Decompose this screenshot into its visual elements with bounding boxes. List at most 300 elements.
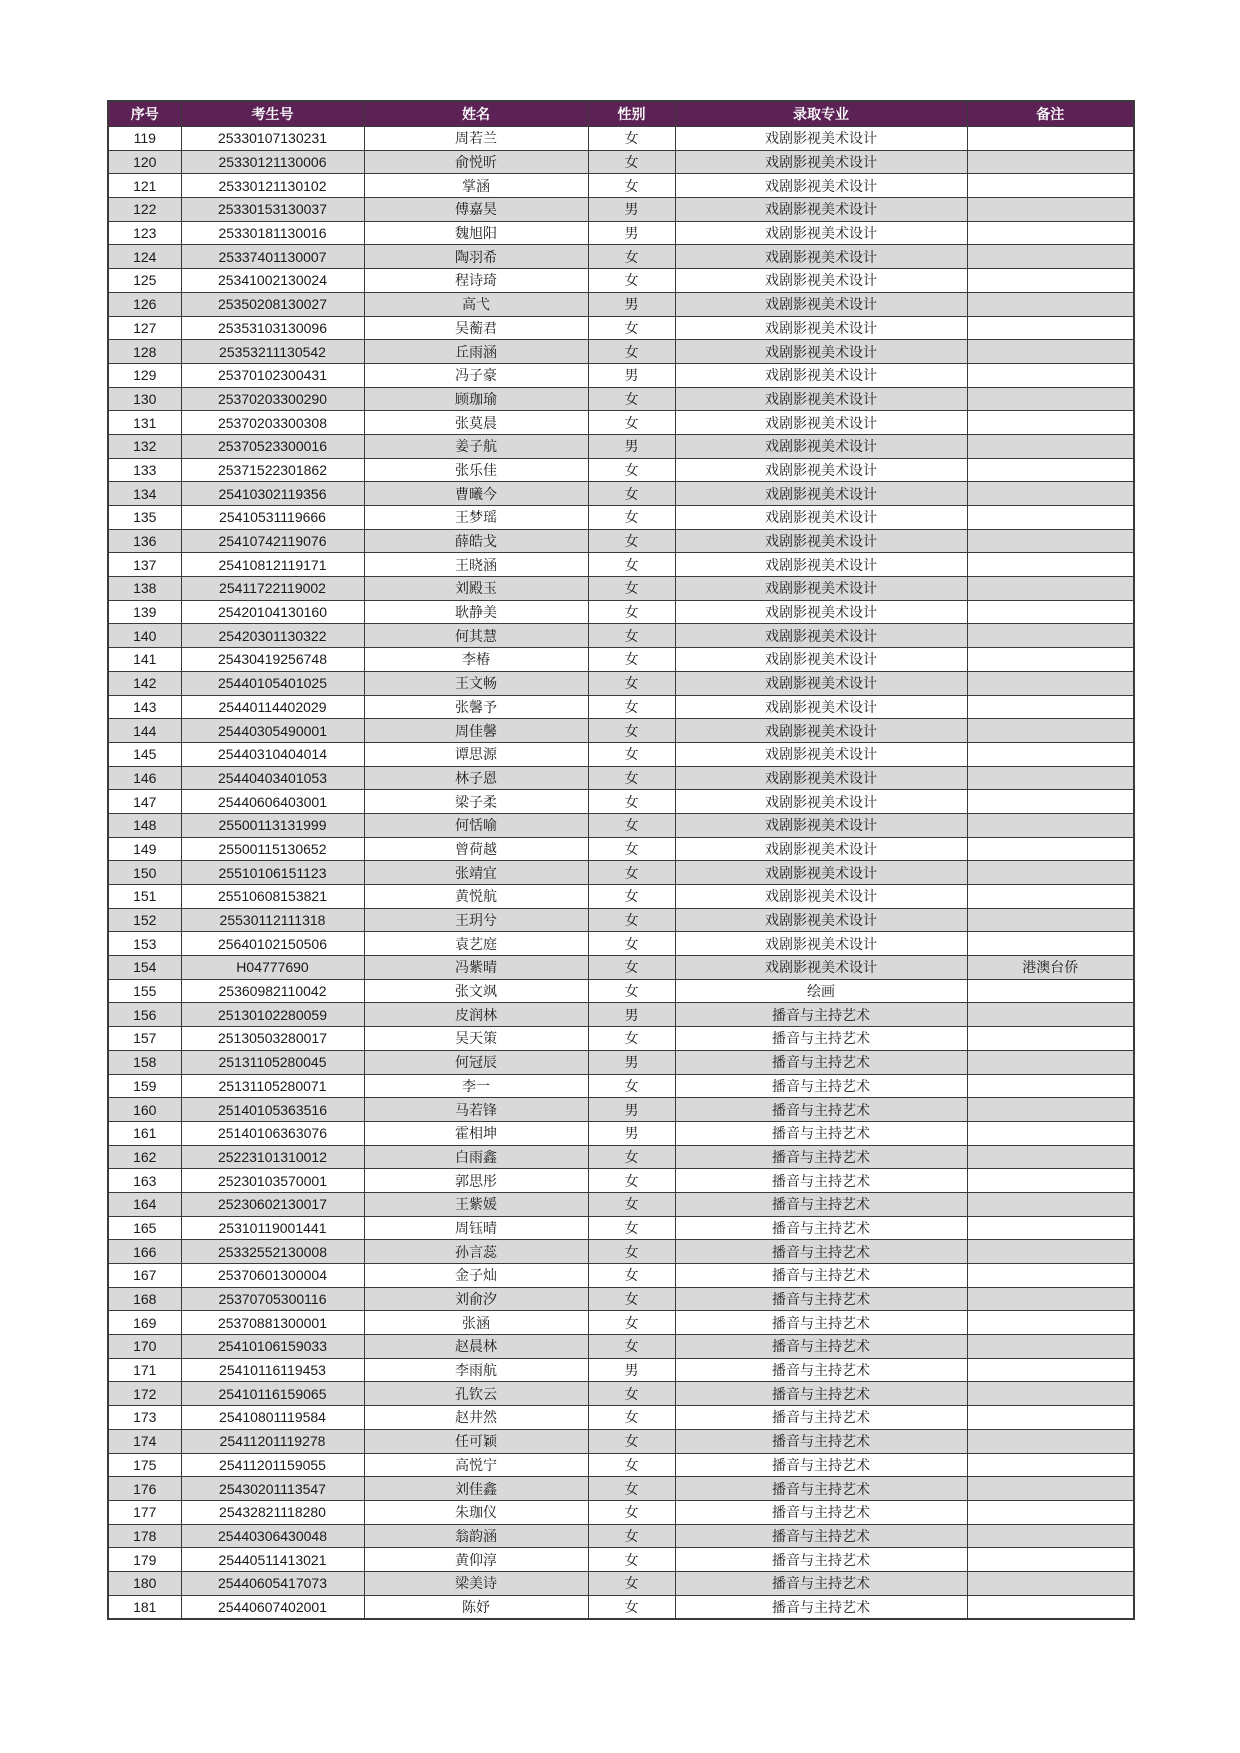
table-row	[108, 1264, 1134, 1288]
cell-gender: 男	[588, 1121, 675, 1145]
cell-candidate-id: 25230602130017	[181, 1192, 364, 1216]
cell-no: 124	[108, 245, 181, 269]
cell-gender: 女	[588, 932, 675, 956]
table-row	[108, 1335, 1134, 1359]
cell-gender: 女	[588, 766, 675, 790]
table-row	[108, 790, 1134, 814]
cell-major: 播音与主持艺术	[675, 1169, 967, 1193]
table-row	[108, 1453, 1134, 1477]
cell-major: 戏剧影视美术设计	[675, 719, 967, 743]
cell-gender: 女	[588, 671, 675, 695]
table-row	[108, 956, 1134, 980]
cell-candidate-id: 25411722119002	[181, 577, 364, 601]
table-row	[108, 1524, 1134, 1548]
cell-no: 173	[108, 1406, 181, 1430]
cell-gender: 女	[588, 1571, 675, 1595]
cell-note	[967, 1500, 1134, 1524]
cell-gender: 女	[588, 1240, 675, 1264]
cell-no: 175	[108, 1453, 181, 1477]
cell-no: 137	[108, 553, 181, 577]
column-header-gender: 性别	[588, 101, 675, 127]
cell-major: 播音与主持艺术	[675, 1571, 967, 1595]
cell-note	[967, 1145, 1134, 1169]
cell-major: 播音与主持艺术	[675, 1074, 967, 1098]
cell-gender: 女	[588, 1500, 675, 1524]
column-header-no: 序号	[108, 101, 181, 127]
cell-note	[967, 861, 1134, 885]
cell-candidate-id: 25410116119453	[181, 1358, 364, 1382]
cell-gender: 女	[588, 1287, 675, 1311]
cell-candidate-id: 25500113131999	[181, 813, 364, 837]
cell-major: 戏剧影视美术设计	[675, 363, 967, 387]
cell-name: 林子恩	[364, 766, 588, 790]
table-row	[108, 1311, 1134, 1335]
cell-candidate-id: 25410106159033	[181, 1335, 364, 1359]
cell-major: 戏剧影视美术设计	[675, 387, 967, 411]
cell-major: 戏剧影视美术设计	[675, 766, 967, 790]
cell-note	[967, 932, 1134, 956]
cell-major: 戏剧影视美术设计	[675, 553, 967, 577]
cell-note	[967, 1027, 1134, 1051]
cell-note	[967, 221, 1134, 245]
cell-gender: 女	[588, 719, 675, 743]
cell-note	[967, 1098, 1134, 1122]
cell-gender: 女	[588, 1335, 675, 1359]
table-row	[108, 1477, 1134, 1501]
cell-note	[967, 695, 1134, 719]
column-header-candidate-id: 考生号	[181, 101, 364, 127]
cell-no: 138	[108, 577, 181, 601]
cell-name: 王玥兮	[364, 908, 588, 932]
cell-major: 戏剧影视美术设计	[675, 482, 967, 506]
cell-candidate-id: 25530112111318	[181, 908, 364, 932]
cell-candidate-id: 25440310404014	[181, 742, 364, 766]
cell-name: 袁艺庭	[364, 932, 588, 956]
cell-candidate-id: 25310119001441	[181, 1216, 364, 1240]
cell-candidate-id: 25500115130652	[181, 837, 364, 861]
table-row	[108, 221, 1134, 245]
cell-note	[967, 1406, 1134, 1430]
cell-major: 戏剧影视美术设计	[675, 885, 967, 909]
table-row	[108, 719, 1134, 743]
cell-gender: 女	[588, 790, 675, 814]
table-row	[108, 1003, 1134, 1027]
cell-major: 戏剧影视美术设计	[675, 790, 967, 814]
cell-note	[967, 1358, 1134, 1382]
cell-major: 戏剧影视美术设计	[675, 624, 967, 648]
cell-no: 134	[108, 482, 181, 506]
cell-gender: 女	[588, 340, 675, 364]
cell-candidate-id: 25432821118280	[181, 1500, 364, 1524]
cell-no: 146	[108, 766, 181, 790]
cell-major: 戏剧影视美术设计	[675, 340, 967, 364]
cell-no: 128	[108, 340, 181, 364]
cell-candidate-id: 25440607402001	[181, 1595, 364, 1619]
cell-major: 戏剧影视美术设计	[675, 529, 967, 553]
cell-candidate-id: 25440114402029	[181, 695, 364, 719]
cell-major: 戏剧影视美术设计	[675, 742, 967, 766]
cell-candidate-id: 25230103570001	[181, 1169, 364, 1193]
cell-note	[967, 577, 1134, 601]
cell-name: 周若兰	[364, 127, 588, 151]
cell-major: 戏剧影视美术设计	[675, 813, 967, 837]
cell-name: 马若锋	[364, 1098, 588, 1122]
cell-no: 161	[108, 1121, 181, 1145]
cell-no: 154	[108, 956, 181, 980]
cell-name: 掌涵	[364, 174, 588, 198]
cell-no: 180	[108, 1571, 181, 1595]
cell-major: 戏剧影视美术设计	[675, 671, 967, 695]
cell-no: 181	[108, 1595, 181, 1619]
cell-major: 播音与主持艺术	[675, 1524, 967, 1548]
cell-gender: 女	[588, 150, 675, 174]
cell-candidate-id: 25330107130231	[181, 127, 364, 151]
cell-name: 傅嘉昊	[364, 198, 588, 222]
table-row	[108, 553, 1134, 577]
table-row	[108, 742, 1134, 766]
cell-name: 曾荷越	[364, 837, 588, 861]
cell-name: 郭思彤	[364, 1169, 588, 1193]
cell-no: 139	[108, 600, 181, 624]
cell-candidate-id: 25370203300290	[181, 387, 364, 411]
cell-gender: 男	[588, 363, 675, 387]
cell-note	[967, 1524, 1134, 1548]
cell-note	[967, 150, 1134, 174]
cell-no: 178	[108, 1524, 181, 1548]
table-row	[108, 1027, 1134, 1051]
cell-gender: 女	[588, 1311, 675, 1335]
table-row	[108, 292, 1134, 316]
cell-name: 朱珈仪	[364, 1500, 588, 1524]
cell-no: 166	[108, 1240, 181, 1264]
table-row	[108, 1216, 1134, 1240]
cell-no: 135	[108, 506, 181, 530]
cell-no: 158	[108, 1050, 181, 1074]
cell-gender: 女	[588, 956, 675, 980]
table-row	[108, 150, 1134, 174]
table-row	[108, 1358, 1134, 1382]
table-row	[108, 1050, 1134, 1074]
table-row	[108, 1192, 1134, 1216]
cell-major: 戏剧影视美术设计	[675, 956, 967, 980]
cell-name: 曹曦今	[364, 482, 588, 506]
cell-candidate-id: 25440511413021	[181, 1548, 364, 1572]
table-row	[108, 387, 1134, 411]
cell-name: 薛皓戈	[364, 529, 588, 553]
cell-no: 155	[108, 979, 181, 1003]
cell-no: 149	[108, 837, 181, 861]
cell-name: 顾珈瑜	[364, 387, 588, 411]
cell-note	[967, 1192, 1134, 1216]
cell-note	[967, 766, 1134, 790]
table-row	[108, 837, 1134, 861]
cell-candidate-id: 25370523300016	[181, 434, 364, 458]
cell-note	[967, 1548, 1134, 1572]
cell-major: 戏剧影视美术设计	[675, 127, 967, 151]
cell-name: 冯紫晴	[364, 956, 588, 980]
cell-name: 何其慧	[364, 624, 588, 648]
cell-no: 131	[108, 411, 181, 435]
cell-candidate-id: 25440306430048	[181, 1524, 364, 1548]
cell-name: 何恬喻	[364, 813, 588, 837]
cell-no: 171	[108, 1358, 181, 1382]
cell-gender: 女	[588, 979, 675, 1003]
cell-major: 戏剧影视美术设计	[675, 150, 967, 174]
cell-gender: 女	[588, 411, 675, 435]
cell-note: 港澳台侨	[967, 956, 1134, 980]
cell-gender: 女	[588, 506, 675, 530]
cell-name: 翁韵涵	[364, 1524, 588, 1548]
cell-note	[967, 482, 1134, 506]
cell-gender: 女	[588, 1429, 675, 1453]
table-row	[108, 648, 1134, 672]
table-row	[108, 1169, 1134, 1193]
cell-no: 164	[108, 1192, 181, 1216]
cell-no: 170	[108, 1335, 181, 1359]
cell-candidate-id: 25131105280045	[181, 1050, 364, 1074]
table-row	[108, 908, 1134, 932]
table-row	[108, 1500, 1134, 1524]
cell-major: 戏剧影视美术设计	[675, 174, 967, 198]
cell-candidate-id: 25353211130542	[181, 340, 364, 364]
cell-major: 播音与主持艺术	[675, 1335, 967, 1359]
cell-no: 168	[108, 1287, 181, 1311]
cell-candidate-id: 25410742119076	[181, 529, 364, 553]
cell-note	[967, 1382, 1134, 1406]
cell-note	[967, 885, 1134, 909]
cell-name: 孙言蕊	[364, 1240, 588, 1264]
cell-gender: 女	[588, 1216, 675, 1240]
cell-no: 152	[108, 908, 181, 932]
cell-name: 王晓涵	[364, 553, 588, 577]
cell-note	[967, 529, 1134, 553]
cell-candidate-id: 25360982110042	[181, 979, 364, 1003]
cell-name: 高弋	[364, 292, 588, 316]
cell-note	[967, 671, 1134, 695]
cell-gender: 女	[588, 127, 675, 151]
table-row	[108, 269, 1134, 293]
cell-candidate-id: 25510106151123	[181, 861, 364, 885]
cell-major: 播音与主持艺术	[675, 1477, 967, 1501]
cell-candidate-id: 25410801119584	[181, 1406, 364, 1430]
cell-no: 165	[108, 1216, 181, 1240]
cell-major: 戏剧影视美术设计	[675, 648, 967, 672]
cell-major: 播音与主持艺术	[675, 1098, 967, 1122]
cell-candidate-id: 25337401130007	[181, 245, 364, 269]
cell-no: 143	[108, 695, 181, 719]
cell-name: 任可颖	[364, 1429, 588, 1453]
cell-name: 俞悦昕	[364, 150, 588, 174]
cell-name: 陶羽希	[364, 245, 588, 269]
cell-note	[967, 1571, 1134, 1595]
table-row	[108, 316, 1134, 340]
cell-major: 播音与主持艺术	[675, 1382, 967, 1406]
cell-name: 李一	[364, 1074, 588, 1098]
cell-candidate-id: 25510608153821	[181, 885, 364, 909]
cell-no: 148	[108, 813, 181, 837]
cell-name: 王梦瑶	[364, 506, 588, 530]
cell-note	[967, 1050, 1134, 1074]
table-row	[108, 695, 1134, 719]
cell-major: 播音与主持艺术	[675, 1453, 967, 1477]
cell-gender: 女	[588, 600, 675, 624]
table-row	[108, 885, 1134, 909]
table-row	[108, 434, 1134, 458]
cell-name: 魏旭阳	[364, 221, 588, 245]
cell-no: 177	[108, 1500, 181, 1524]
cell-gender: 女	[588, 387, 675, 411]
cell-major: 播音与主持艺术	[675, 1548, 967, 1572]
table-row	[108, 245, 1134, 269]
cell-gender: 女	[588, 1264, 675, 1288]
cell-candidate-id: 25140106363076	[181, 1121, 364, 1145]
table-row	[108, 600, 1134, 624]
cell-name: 张文飒	[364, 979, 588, 1003]
cell-no: 127	[108, 316, 181, 340]
cell-name: 冯子豪	[364, 363, 588, 387]
cell-note	[967, 1074, 1134, 1098]
cell-gender: 女	[588, 269, 675, 293]
cell-major: 播音与主持艺术	[675, 1311, 967, 1335]
cell-note	[967, 1169, 1134, 1193]
cell-gender: 女	[588, 1595, 675, 1619]
cell-note	[967, 506, 1134, 530]
cell-candidate-id: H04777690	[181, 956, 364, 980]
table-row	[108, 1595, 1134, 1619]
cell-major: 戏剧影视美术设计	[675, 245, 967, 269]
cell-no: 179	[108, 1548, 181, 1572]
table-row	[108, 1074, 1134, 1098]
cell-note	[967, 648, 1134, 672]
cell-no: 133	[108, 458, 181, 482]
cell-no: 147	[108, 790, 181, 814]
cell-note	[967, 245, 1134, 269]
cell-no: 132	[108, 434, 181, 458]
cell-gender: 女	[588, 245, 675, 269]
cell-note	[967, 1240, 1134, 1264]
table-row	[108, 813, 1134, 837]
cell-major: 戏剧影视美术设计	[675, 932, 967, 956]
cell-candidate-id: 25131105280071	[181, 1074, 364, 1098]
table-row	[108, 411, 1134, 435]
cell-note	[967, 127, 1134, 151]
cell-candidate-id: 25440606403001	[181, 790, 364, 814]
cell-gender: 男	[588, 1358, 675, 1382]
cell-no: 172	[108, 1382, 181, 1406]
cell-name: 黄悦航	[364, 885, 588, 909]
cell-gender: 女	[588, 908, 675, 932]
cell-candidate-id: 25130102280059	[181, 1003, 364, 1027]
table-row	[108, 624, 1134, 648]
cell-note	[967, 624, 1134, 648]
cell-major: 播音与主持艺术	[675, 1358, 967, 1382]
table-row	[108, 1098, 1134, 1122]
cell-major: 戏剧影视美术设计	[675, 458, 967, 482]
cell-name: 李椿	[364, 648, 588, 672]
cell-gender: 男	[588, 434, 675, 458]
cell-candidate-id: 25370601300004	[181, 1264, 364, 1288]
cell-no: 122	[108, 198, 181, 222]
cell-note	[967, 1595, 1134, 1619]
cell-candidate-id: 25430419256748	[181, 648, 364, 672]
cell-gender: 女	[588, 1406, 675, 1430]
cell-name: 刘殿玉	[364, 577, 588, 601]
cell-note	[967, 1453, 1134, 1477]
cell-no: 144	[108, 719, 181, 743]
cell-name: 刘佳鑫	[364, 1477, 588, 1501]
cell-name: 梁子柔	[364, 790, 588, 814]
cell-no: 125	[108, 269, 181, 293]
cell-no: 145	[108, 742, 181, 766]
cell-gender: 男	[588, 292, 675, 316]
cell-candidate-id: 25430201113547	[181, 1477, 364, 1501]
cell-no: 123	[108, 221, 181, 245]
cell-gender: 女	[588, 1169, 675, 1193]
cell-candidate-id: 25330121130006	[181, 150, 364, 174]
cell-name: 赵晨林	[364, 1335, 588, 1359]
cell-candidate-id: 25370203300308	[181, 411, 364, 435]
cell-note	[967, 1121, 1134, 1145]
cell-major: 播音与主持艺术	[675, 1595, 967, 1619]
cell-candidate-id: 25130503280017	[181, 1027, 364, 1051]
table-row	[108, 1121, 1134, 1145]
cell-gender: 女	[588, 529, 675, 553]
cell-candidate-id: 25410812119171	[181, 553, 364, 577]
table-row	[108, 363, 1134, 387]
cell-gender: 女	[588, 1477, 675, 1501]
cell-name: 李雨航	[364, 1358, 588, 1382]
table-row	[108, 932, 1134, 956]
table-row	[108, 861, 1134, 885]
cell-candidate-id: 25350208130027	[181, 292, 364, 316]
cell-gender: 女	[588, 648, 675, 672]
cell-major: 戏剧影视美术设计	[675, 221, 967, 245]
cell-no: 176	[108, 1477, 181, 1501]
table-row	[108, 979, 1134, 1003]
table-row	[108, 1382, 1134, 1406]
cell-note	[967, 719, 1134, 743]
cell-candidate-id: 25330153130037	[181, 198, 364, 222]
cell-note	[967, 316, 1134, 340]
cell-no: 121	[108, 174, 181, 198]
cell-note	[967, 1477, 1134, 1501]
cell-candidate-id: 25330121130102	[181, 174, 364, 198]
cell-name: 姜子航	[364, 434, 588, 458]
cell-gender: 女	[588, 837, 675, 861]
admission-roster-table	[107, 100, 1135, 1620]
cell-major: 戏剧影视美术设计	[675, 695, 967, 719]
table-row	[108, 458, 1134, 482]
cell-major: 播音与主持艺术	[675, 1216, 967, 1240]
cell-name: 周佳馨	[364, 719, 588, 743]
cell-name: 梁美诗	[364, 1571, 588, 1595]
table-row	[108, 1287, 1134, 1311]
cell-name: 皮润林	[364, 1003, 588, 1027]
cell-major: 戏剧影视美术设计	[675, 577, 967, 601]
cell-no: 163	[108, 1169, 181, 1193]
cell-note	[967, 553, 1134, 577]
cell-name: 高悦宁	[364, 1453, 588, 1477]
cell-major: 戏剧影视美术设计	[675, 411, 967, 435]
cell-gender: 女	[588, 1192, 675, 1216]
cell-note	[967, 600, 1134, 624]
cell-note	[967, 742, 1134, 766]
cell-major: 播音与主持艺术	[675, 1287, 967, 1311]
cell-candidate-id: 25370102300431	[181, 363, 364, 387]
cell-gender: 女	[588, 695, 675, 719]
cell-major: 戏剧影视美术设计	[675, 837, 967, 861]
cell-gender: 女	[588, 861, 675, 885]
